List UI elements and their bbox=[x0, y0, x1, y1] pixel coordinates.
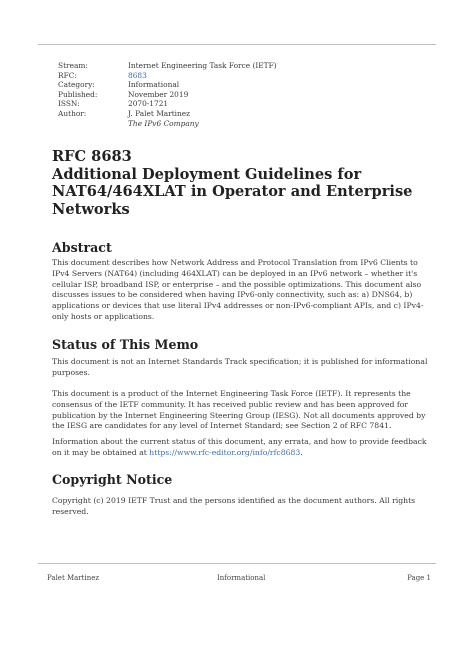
author-organization: The IPv6 Company bbox=[128, 118, 199, 128]
footer-rule bbox=[38, 563, 436, 564]
document-title bbox=[52, 148, 442, 218]
meta-row-issn bbox=[58, 99, 277, 109]
status-paragraph-3 bbox=[52, 437, 432, 459]
meta-row-author bbox=[58, 109, 277, 119]
document-metadata bbox=[58, 61, 277, 128]
meta-label: Category: bbox=[58, 80, 95, 90]
rfc-number-link[interactable]: 8683 bbox=[128, 70, 147, 80]
status-paragraph-1: This document is not an Internet Standards Track specification; it is published for informational purposes. bbox=[52, 357, 428, 377]
meta-label: ISSN: bbox=[58, 99, 80, 109]
meta-value: November 2019 bbox=[128, 89, 189, 99]
meta-label: Published: bbox=[58, 89, 98, 99]
copyright-heading: Copyright Notice bbox=[52, 472, 173, 487]
title-line: NAT64/464XLAT in Operator and Enterprise bbox=[52, 183, 413, 201]
meta-row-published bbox=[58, 90, 277, 100]
meta-value: 2070-1721 bbox=[128, 99, 169, 109]
footer-category: Informational bbox=[217, 574, 266, 582]
title-line: RFC 8683 bbox=[52, 148, 132, 165]
top-rule bbox=[38, 44, 436, 45]
meta-row-stream bbox=[58, 61, 277, 71]
copyright-paragraph: Copyright (c) 2019 IETF Trust and the persons identified as the document authors. All rights reserved. bbox=[52, 496, 416, 516]
title-line: Additional Deployment Guidelines for bbox=[52, 165, 362, 183]
status-text: Information about the current status of this document, any errata, and how to provide feedback on it may be obtained at bbox=[52, 437, 427, 457]
meta-value: Internet Engineering Task Force (IETF) bbox=[128, 61, 277, 70]
meta-value: J. Palet Martinez bbox=[128, 108, 191, 118]
status-heading: Status of This Memo bbox=[52, 337, 199, 352]
meta-row-category bbox=[58, 80, 277, 90]
title-line: Networks bbox=[52, 200, 130, 218]
abstract-paragraph: This document describes how Network Address and Protocol Translation from IPv6 Clients to IPv4 Servers (NAT64) (including 464XLAT) can be deployed in an IPv6 network – whether it's cellular ISP, broadband ISP, or enterprise – and the possible optimizations. This document also discusses issues to be considered when having IPv6-only connectivity, such as: a) DNS64, b) applications or devices that use literal IPv4 addresses or non-IPv6-compliant APIs, and c) IPv4-only hosts or applications. bbox=[52, 258, 424, 321]
rfc-editor-info-link[interactable]: https://www.rfc-editor.org/info/rfc8683 bbox=[149, 447, 301, 457]
status-text-end: . bbox=[300, 447, 303, 457]
status-paragraph-2: This document is a product of the Internet Engineering Task Force (IETF). It represents the consensus of the IETF community. It has received public review and has been approved for publication by the Internet Engineering Steering Group (IESG). Not all documents approved by the IESG are candidates for any level of Internet Standard; see Section 2 of RFC 7841. bbox=[52, 389, 426, 431]
meta-label: RFC: bbox=[58, 70, 77, 80]
abstract-heading: Abstract bbox=[52, 240, 112, 255]
footer-page-number: Page 1 bbox=[407, 574, 431, 582]
footer-author: Palet Martinez bbox=[47, 574, 100, 582]
meta-row-rfc bbox=[58, 71, 277, 81]
meta-label: Author: bbox=[58, 108, 87, 118]
meta-value: Informational bbox=[128, 80, 180, 90]
meta-label: Stream: bbox=[58, 61, 88, 70]
